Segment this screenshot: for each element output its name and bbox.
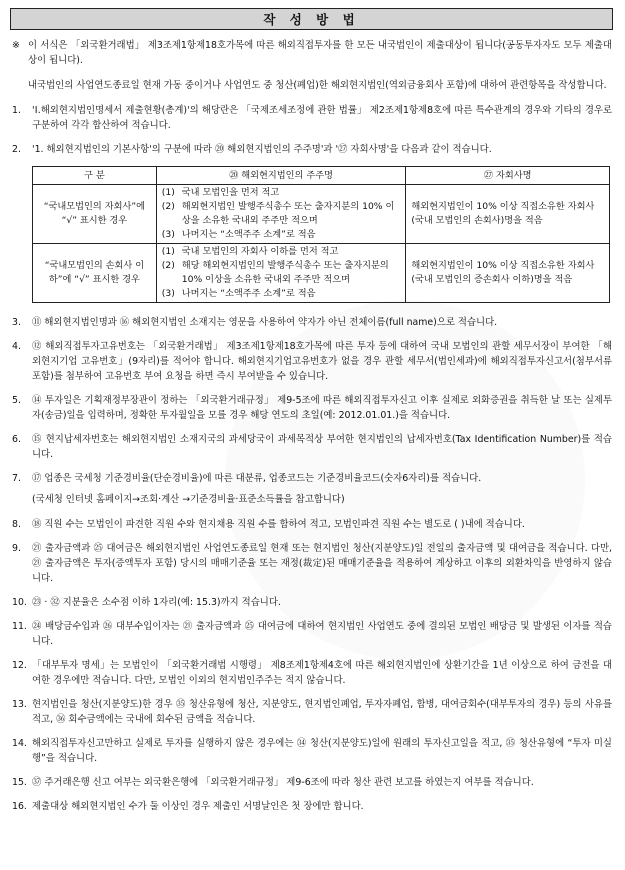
item7-extra-note: (국세청 인터넷 홈페이지→조회·계산 →기준경비율·표준소득률을 참고합니다)	[32, 494, 345, 505]
table-header-row	[33, 167, 610, 185]
list-item	[12, 619, 612, 649]
item-number: 2.	[12, 144, 21, 155]
item-text: ⑪ 해외현지법인명과 ⑯ 해외현지법인 소재지는 영문을 사용하여 약자가 아닌 전체이름(full name)으로 적습니다.	[32, 317, 498, 328]
list-item	[12, 541, 612, 586]
row-shareholder	[156, 185, 406, 244]
list-item	[12, 736, 612, 766]
list-item	[12, 595, 612, 610]
sub-label: (1)	[161, 246, 175, 257]
item-number: 6.	[12, 434, 21, 445]
item-number: 11.	[12, 621, 27, 632]
item-text: 'Ⅰ.해외현지법인명세서 제출현황(총계)'의 해당란은 「국제조세조정에 관한 법률」 제2조제1항제8호에 따른 특수관계의 경우와 기타의 경우로 구분하여 각각 합산하여 적습니다.	[32, 105, 612, 131]
reference-mark-icon: ※	[12, 40, 20, 51]
sub-text: 나머지는 “소액주주 소계”로 적음	[181, 229, 316, 240]
row-condition: “국내모법인의 자회사”에 “√” 표시한 경우	[33, 185, 157, 244]
list-item	[162, 200, 401, 228]
list-item	[12, 315, 612, 330]
items-group-1	[12, 103, 612, 157]
item-number: 9.	[12, 543, 21, 554]
sub-label: (2)	[161, 260, 175, 271]
list-item	[12, 775, 612, 790]
item-number: 3.	[12, 317, 21, 328]
sub-label: (2)	[161, 201, 175, 212]
item-text: ⑰ 업종은 국세청 기준경비율(단순경비율)에 따른 대분류, 업종코드는 기준경비율코드(숫자6자리)를 적습니다.	[32, 473, 482, 484]
list-item	[162, 259, 401, 287]
row-condition: “국내모법인의 손회사 이하”에 “√” 표시한 경우	[33, 244, 157, 303]
item-number: 4.	[12, 341, 21, 352]
item-text: ⑭ 투자일은 기획재정부장관이 정하는 「외국환거래규정」 제9-5조에 따른 해외직접투자신고 이후 실제로 외화증권을 취득한 날 또는 실제투자(송금)일을 입력하며, 정확한 투자월일을 모를 경우 해당 연도의 초일(예: 2012.01.01.)을 적습니다.	[32, 395, 612, 421]
row-subsidiary: 해외현지법인이 10% 이상 직접소유한 자회사(국내 모법인의 증손회사 이하)명을 적음	[406, 244, 610, 303]
item-text: ㊲ 주거래은행 신고 여부는 외국환은행에 「외국환거래규정」 제9-6조에 따라 청산 관련 보고를 하였는지 여부를 적습니다.	[32, 777, 534, 788]
list-item	[12, 142, 612, 157]
table-row	[33, 185, 610, 244]
row-subsidiary: 해외현지법인이 10% 이상 직접소유한 자회사(국내 모법인의 손회사)명을 적음	[406, 185, 610, 244]
item-text: 해외직접투자신고만하고 실제로 투자를 실행하지 않은 경우에는 ㉞ 청산(지분양도)일에 원래의 투자신고일을 적고, ㉟ 청산유형에 “투자 미실행”을 적습니다.	[32, 738, 612, 764]
list-item	[12, 432, 612, 462]
sub-label: (3)	[161, 229, 175, 240]
page-title: 작 성 방 법	[263, 12, 360, 27]
notice	[12, 38, 612, 68]
items-group-2	[12, 315, 612, 507]
item-text: 현지법인을 청산(지분양도)한 경우 ㉟ 청산유형에 청산, 지분양도, 현지법인폐업, 투자자폐업, 합병, 대여금회수(대부투자의 경우) 등의 사유를 적고, ㊱ 회수금액에는 국내에 회수된 금액을 적습니다.	[32, 699, 612, 725]
sub-label: (1)	[161, 187, 175, 198]
item-text: ㉑ 출자금액과 ㉕ 대여금은 해외현지법인 사업연도종료일 현재 또는 현지법인 청산(지분양도)일 전일의 출자금액 및 대여금을 적습니다. 다만, ㉑ 출자금액은 투자(증액투자 포함) 당시의 매매기준율 또는 재정(裁定)된 매매기준율을 적용하여 계상하고 이후의 외환차익을 반영하지 않습니다.	[32, 543, 612, 584]
table-row	[33, 244, 610, 303]
item-number: 14.	[12, 738, 27, 749]
list-item	[12, 799, 612, 814]
item-number: 13.	[12, 699, 27, 710]
item-number: 15.	[12, 777, 27, 788]
title-bar	[10, 8, 613, 30]
content	[12, 38, 612, 823]
item-number: 16.	[12, 801, 27, 812]
list-item	[162, 287, 401, 301]
item-number: 12.	[12, 660, 27, 671]
sub-text: 국내 모법인을 먼저 적고	[181, 187, 280, 198]
list-item	[12, 658, 612, 688]
header-category: 구 분	[33, 167, 157, 185]
row-shareholder	[156, 244, 406, 303]
sub-text: 해외현지법인 발행주식총수 또는 출자지분의 10% 이상을 소유한 국내외 주주만 적으며	[181, 201, 395, 226]
sub-label: (3)	[161, 288, 175, 299]
item-text: ㉓ · ㉜ 지분율은 소수점 이하 1자리(예: 15.3)까지 적습니다.	[32, 597, 281, 608]
list-item	[12, 103, 612, 133]
item-text: ㉔ 배당금수입과 ㉖ 대부수입이자는 ㉑ 출자금액과 ㉕ 대여금에 대하여 현지법인 사업연도 중에 결의된 모법인 배당금 및 발생된 이자를 적습니다.	[32, 621, 612, 647]
item-text: ⑮ 현지납세자번호는 해외현지법인 소재지국의 과세당국이 과세목적상 부여한 현지법인의 납세자번호(Tax Identification Number)를 적습니다.	[32, 434, 612, 460]
list-item	[12, 339, 612, 384]
item-text: 「대부투자 명세」는 모법인이 「외국환거래법 시행령」 제8조제1항제4호에 따른 해외현지법인에 상환기간을 1년 이상으로 하여 금전을 대여한 경우에만 적습니다. 다만, 모법인 이외의 현지법인주주는 적지 않습니다.	[32, 660, 612, 686]
list-item	[12, 697, 612, 727]
list-item	[12, 517, 612, 532]
header-shareholder: ⑳ 해외현지법인의 주주명	[156, 167, 406, 185]
item-text: ⑫ 해외직접투자고유번호는 「외국환거래법」 제3조제1항제18호가목에 따른 투자 등에 대하여 국내 모법인의 관할 세무서장이 부여한 「해외현지기업 고유번호」(9자리)를 적어야 합니다. 해외현지기업고유번호가 없을 경우 관할 세무서(법인세과)에 해외직접투자신고서(첨부서류 포함)를 첨부하여 고유번호 부여 요청을 하면 즉시 부여받을 수 있습니다.	[32, 341, 612, 382]
item-number: 8.	[12, 519, 21, 530]
item-number: 5.	[12, 395, 21, 406]
list-item	[12, 471, 612, 486]
list-item	[162, 186, 401, 200]
item-text: 제출대상 해외현지법인 수가 둘 이상인 경우 제출인 서명날인은 첫 장에만 합니다.	[32, 801, 364, 812]
list-item	[162, 228, 401, 242]
notice-sub: 내국법인의 사업연도종료일 현재 가동 중이거나 사업연도 중 청산(폐업)한 해외현지법인(역외금융회사 포함)에 대하여 관련항목을 작성합니다.	[28, 80, 607, 91]
item-number: 1.	[12, 105, 21, 116]
notice-text: 이 서식은 「외국환거래법」 제3조제1항제18호가목에 따른 해외직접투자를 한 모든 내국법인이 제출대상이 됩니다(공동투자자도 모두 제출대상이 됩니다).	[28, 40, 612, 66]
item-text: '1. 해외현지법인의 기본사항'의 구분에 따라 ⑳ 해외현지법인의 주주명'과 '㉗ 자회사명'을 다음과 같이 적습니다.	[32, 144, 492, 155]
list-item	[162, 245, 401, 259]
items-group-3	[12, 517, 612, 814]
item-number: 7.	[12, 473, 21, 484]
header-subsidiary: ㉗ 자회사명	[406, 167, 610, 185]
shareholder-table	[32, 166, 610, 303]
item-number: 10.	[12, 597, 27, 608]
list-item	[12, 393, 612, 423]
sub-text: 해당 해외현지법인의 발행주식총수 또는 출자지분의 10% 이상을 소유한 국내외 주주만 적으며	[181, 260, 389, 285]
item-text: ⑱ 직원 수는 모법인이 파견한 직원 수와 현지채용 직원 수를 합하여 적고, 모법인파견 직원 수는 별도로 ( )내에 적습니다.	[32, 519, 525, 530]
sub-text: 나머지는 “소액주주 소계”로 적음	[181, 288, 316, 299]
sub-text: 국내 모법인의 자회사 이하를 먼저 적고	[181, 246, 339, 257]
